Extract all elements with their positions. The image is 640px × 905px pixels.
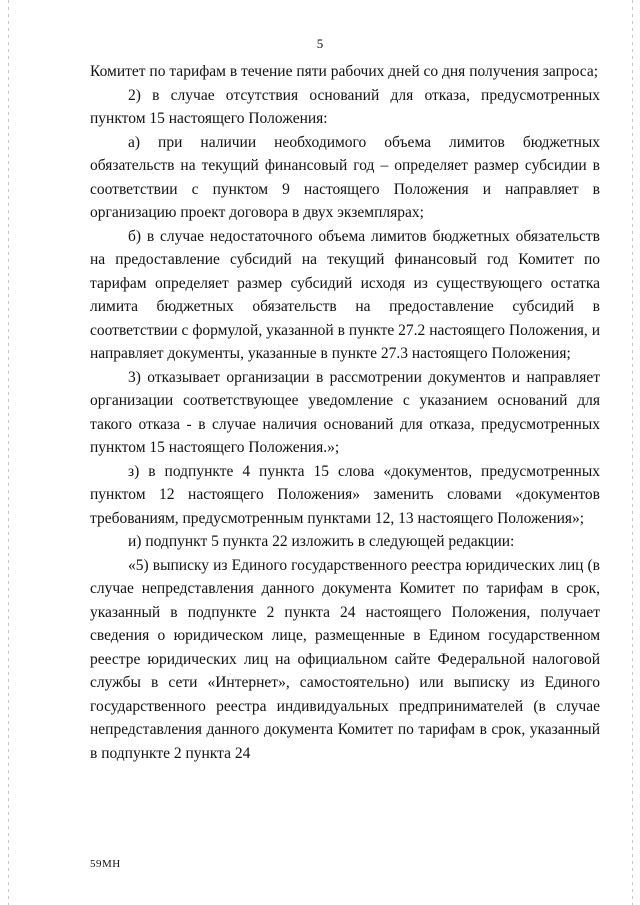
paragraph-3: а) при наличии необходимого объема лимитов бюджетных обязательств на текущий финансовый год – определяет размер субсидии в соответствии с пунктом 9 настоящего Положения и направляет в организацию проект договора в двух экземплярах;	[90, 133, 600, 221]
paragraph-6: з) в подпункте 4 пункта 15 слова «документов, предусмотренных пунктом 12 настоящего Положения» заменить словами «документов требованиям, предусмотренным пунктами 12, 13 настоящего Положения»;	[90, 462, 600, 527]
paragraph-1: Комитет по тарифам в течение пяти рабочих дней со дня получения запроса;	[90, 63, 599, 80]
scan-edge-right	[632, 0, 633, 905]
paragraph-5: 3) отказывает организации в рассмотрении документов и направляет организации соответствующее уведомление с указанием оснований для такого отказа - в случае наличия оснований для отказа, предусмотренных пунктом 15 настоящего Положения.»;	[90, 368, 600, 456]
scan-edge-left	[8, 0, 9, 905]
page-number: 5	[316, 36, 324, 51]
paragraph-2: 2) в случае отсутствия оснований для отказа, предусмотренных пунктом 15 настоящего Положения:	[90, 86, 600, 127]
paragraph-8: «5) выписку из Единого государственного реестра юридических лиц (в случае непредставления данного документа Комитет по тарифам в срок, указанный в подпункте 2 пункта 24 настоящего Положения, получает сведения о юридическом лице, размещенные в Едином государственном реестре юридических лиц на официальном сайте Федеральной налоговой службы в сети «Интернет», самостоятельно) или выписку из Единого государственного реестра индивидуальных предпринимателей (в случае непредставления данного документа Комитет по тарифам в срок, указанный в подпункте 2 пункта 24	[90, 556, 600, 762]
document-code: 59МН	[90, 858, 121, 870]
paragraph-4: б) в случае недостаточного объема лимитов бюджетных обязательств на предоставление субсидий на текущий финансовый год Комитет по тарифам определяет размер субсидий исходя из существующего остатка лимита бюджетных обязательств на предоставление субсидий в соответствии с формулой, указанной в пункте 27.2 настоящего Положения, и направляет документы, указанные в пункте 27.3 настоящего Положения;	[90, 227, 600, 362]
paragraph-7: и) подпункт 5 пункта 22 изложить в следующей редакции:	[128, 533, 515, 550]
document-body	[90, 60, 600, 765]
